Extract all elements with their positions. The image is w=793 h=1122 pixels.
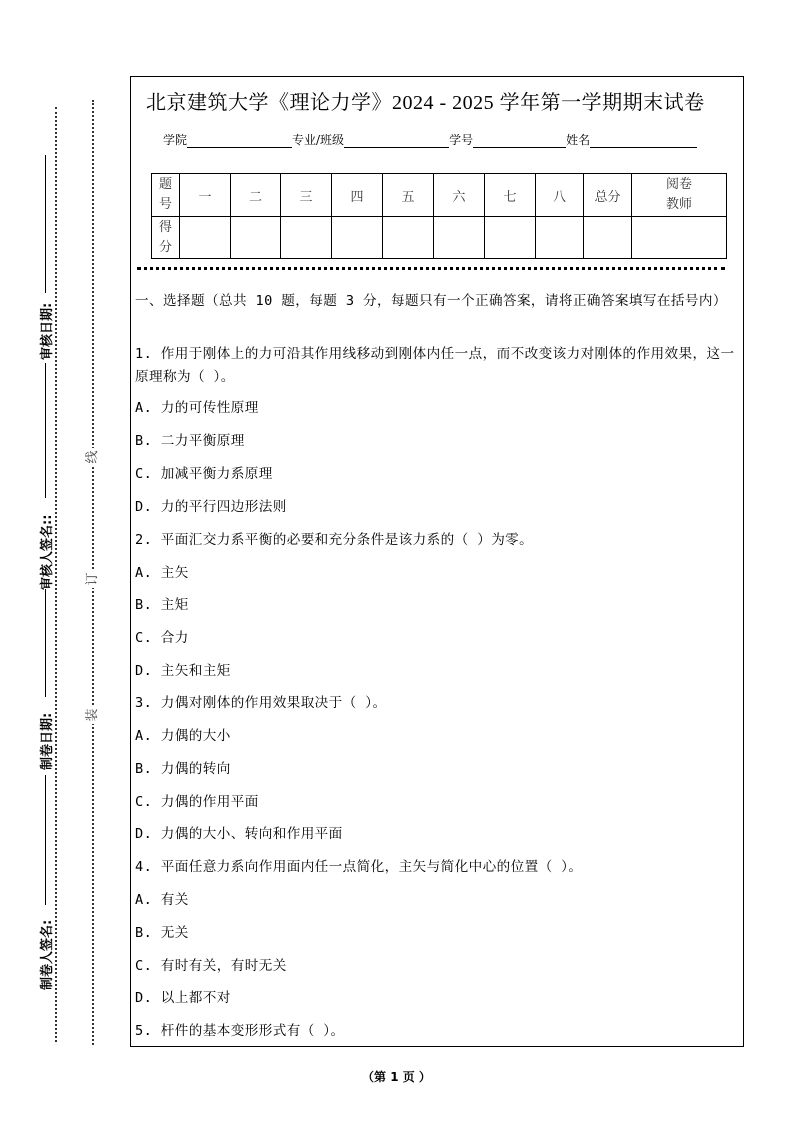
binding-word-staple: 订 — [84, 570, 102, 588]
question-3-option-a: A. 力偶的大小 — [135, 728, 231, 744]
col-header: 八 — [536, 174, 584, 217]
paper-date-label: 制卷日期: — [40, 712, 55, 770]
question-2-stem: 2. 平面汇交力系平衡的必要和充分条件是该力系的（ ）为零。 — [135, 532, 534, 548]
college-label: 学院 — [163, 133, 188, 147]
question-3-option-d: D. 力偶的大小、转向和作用平面 — [135, 826, 343, 842]
score-cell[interactable] — [332, 217, 383, 259]
name-field[interactable] — [590, 134, 697, 148]
row-header-question-no: 题 号 — [152, 174, 180, 217]
grader-cell[interactable] — [632, 217, 727, 259]
major-class-field[interactable] — [344, 134, 449, 148]
paper-maker-signature-line[interactable] — [45, 775, 46, 905]
student-info-row — [163, 131, 697, 148]
question-1-stem: 1. 作用于刚体上的力可沿其作用线移动到刚体内任一点，而不改变该力对刚体的作用效果，这一原理称为（ ）。 — [135, 346, 735, 385]
question-1-option-b: B. 二力平衡原理 — [135, 433, 245, 449]
score-cell[interactable] — [536, 217, 584, 259]
question-3-stem: 3. 力偶对刚体的作用效果取决于（ ）。 — [135, 695, 387, 711]
question-4-option-d: D. 以上都不对 — [135, 990, 231, 1006]
col-header: 六 — [434, 174, 485, 217]
question-1-option-c: C. 加减平衡力系原理 — [135, 466, 273, 482]
question-4-option-a: A. 有关 — [135, 892, 189, 908]
section-title: 一、选择题（总共 10 题，每题 3 分，每题只有一个正确答案，请将正确答案填写在括号内） — [135, 293, 727, 309]
binding-word-bind: 装 — [84, 706, 102, 724]
review-date-line[interactable] — [45, 155, 46, 293]
score-table-header-row — [152, 174, 727, 217]
student-id-label: 学号 — [449, 133, 474, 147]
question-4-stem: 4. 平面任意力系向作用面内任一点简化，主矢与简化中心的位置（ ）。 — [135, 859, 583, 875]
reviewer-signature-line[interactable] — [45, 363, 46, 498]
row-header-score: 得 分 — [152, 217, 180, 259]
score-cell[interactable] — [383, 217, 434, 259]
major-class-label: 专业/班级 — [292, 133, 345, 147]
question-1-option-a: A. 力的可传性原理 — [135, 400, 259, 416]
paper-date-line[interactable] — [45, 589, 46, 697]
dotted-separator — [137, 267, 725, 270]
question-5-stem: 5. 杆件的基本变形形式有（ ）。 — [135, 1023, 345, 1039]
question-4-option-c: C. 有时有关，有时无关 — [135, 958, 287, 974]
question-1-option-d: D. 力的平行四边形法则 — [135, 499, 287, 515]
col-header: 四 — [332, 174, 383, 217]
score-cell[interactable] — [180, 217, 231, 259]
binding-dotted-line-inner — [55, 107, 57, 1042]
score-cell[interactable] — [231, 217, 281, 259]
score-cell[interactable] — [485, 217, 536, 259]
page-number: （第 1 页 ） — [362, 1070, 431, 1084]
score-cell[interactable] — [281, 217, 332, 259]
college-field[interactable] — [187, 134, 292, 148]
reviewer-signature-label: 审核人签名:: — [40, 514, 55, 590]
score-table — [151, 173, 727, 259]
col-header: 二 — [231, 174, 281, 217]
col-header-grader: 阅卷 教师 — [632, 174, 727, 217]
name-label: 姓名 — [566, 133, 591, 147]
question-2-option-c: C. 合力 — [135, 630, 189, 646]
question-2-option-d: D. 主矢和主矩 — [135, 663, 231, 679]
review-date-label: 审核日期: — [40, 302, 55, 360]
question-4-option-b: B. 无关 — [135, 925, 189, 941]
student-id-field[interactable] — [473, 134, 566, 148]
page-title: 北京建筑大学《理论力学》2024 - 2025 学年第一学期期末试卷 — [146, 92, 705, 114]
question-3-option-b: B. 力偶的转向 — [135, 761, 231, 777]
score-cell[interactable] — [434, 217, 485, 259]
col-header-total: 总分 — [584, 174, 632, 217]
col-header: 三 — [281, 174, 332, 217]
question-2-option-a: A. 主矢 — [135, 565, 189, 581]
col-header: 七 — [485, 174, 536, 217]
score-table-score-row — [152, 217, 727, 259]
col-header: 五 — [383, 174, 434, 217]
col-header: 一 — [180, 174, 231, 217]
paper-maker-signature-label: 制卷人签名: — [40, 919, 55, 990]
question-3-option-c: C. 力偶的作用平面 — [135, 794, 259, 810]
binding-word-line: 线 — [84, 448, 102, 466]
score-cell-total[interactable] — [584, 217, 632, 259]
question-2-option-b: B. 主矩 — [135, 597, 189, 613]
